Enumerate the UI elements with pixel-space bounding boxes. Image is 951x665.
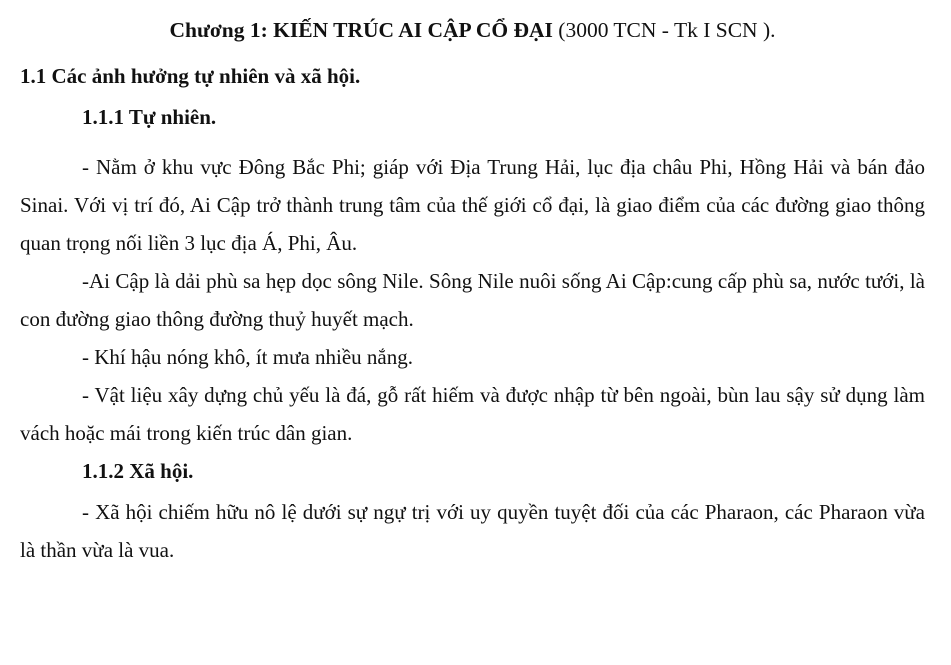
chapter-title-period: (3000 TCN - Tk I SCN ).: [552, 18, 776, 42]
section-heading-1-1-1: 1.1.1 Tự nhiên.: [82, 105, 217, 130]
paragraph-nile: -Ai Cập là dải phù sa hẹp dọc sông Nile. Sông Nile nuôi sống Ai Cập:cung cấp phù sa, nước tưới, là con đường giao thông đường thuỷ huyết mạch.: [20, 268, 925, 331]
paragraph-materials: - Vật liệu xây dựng chủ yếu là đá, gỗ rất hiếm và được nhập từ bên ngoài, bùn lau sậy sử dụng làm vách hoặc mái trong kiến trúc dân gian.: [20, 382, 925, 445]
chapter-title-main: Chương 1: KIẾN TRÚC AI CẬP CỔ ĐẠI: [169, 18, 553, 42]
paragraph-society: - Xã hội chiếm hữu nô lệ dưới sự ngự trị với uy quyền tuyệt đối của các Pharaon, các Pharaon vừa là thần vừa là vua.: [20, 499, 925, 562]
section-heading-1-1-2: 1.1.2 Xã hội.: [82, 458, 194, 483]
paragraph-climate: - Khí hậu nóng khô, ít mưa nhiều nắng.: [82, 344, 413, 369]
section-heading-1-1: 1.1 Các ảnh hưởng tự nhiên và xã hội.: [20, 63, 361, 88]
paragraph-location: - Nằm ở khu vực Đông Bắc Phi; giáp với Địa Trung Hải, lục địa châu Phi, Hồng Hải và bán đảo Sinai. Với vị trí đó, Ai Cập trở thành trung tâm của thế giới cổ đại, là giao điểm của các đường giao thông quan trọng nối liền 3 lục địa Á, Phi, Âu.: [20, 154, 925, 255]
chapter-title: [20, 0, 925, 45]
